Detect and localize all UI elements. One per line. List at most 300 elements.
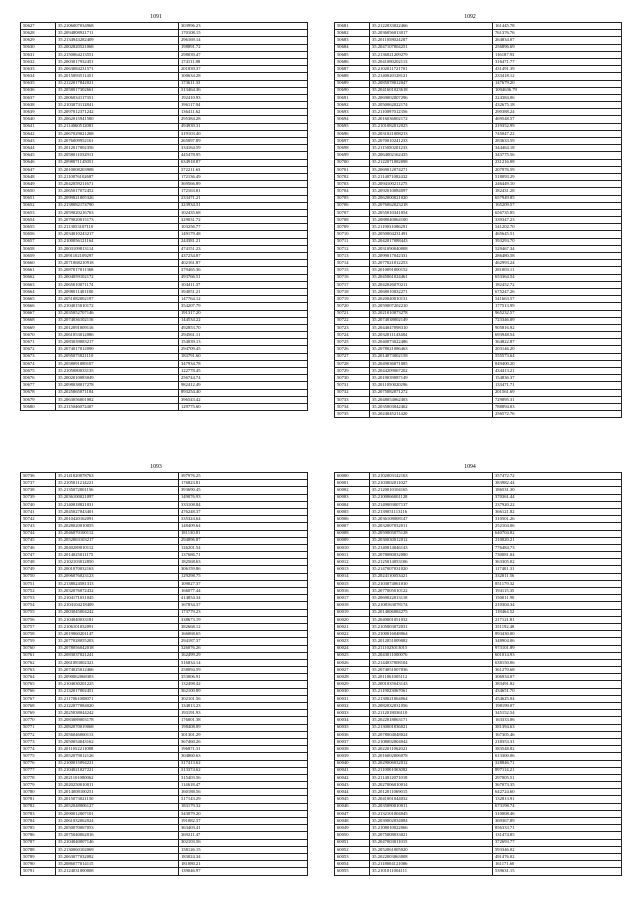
table-row bbox=[335, 188, 622, 195]
coordinate-value: 35.2114012071018 bbox=[370, 774, 493, 781]
row-id: 60006 bbox=[335, 516, 370, 523]
table-row bbox=[21, 746, 308, 753]
row-id: 60030 bbox=[335, 688, 370, 695]
row-id: 50785 bbox=[21, 825, 56, 832]
coordinate-value: 35.2098011401180 bbox=[56, 288, 179, 295]
table-row bbox=[21, 623, 308, 630]
table-row bbox=[335, 346, 622, 353]
row-id: 50675 bbox=[21, 368, 56, 375]
amount-value: 103256.77 bbox=[179, 224, 308, 231]
amount-value: 162499.29 bbox=[179, 652, 308, 659]
coordinate-value: 35.2097012371242 bbox=[56, 109, 179, 116]
row-id: 50690 bbox=[335, 87, 370, 94]
amount-value: 539631.15 bbox=[493, 868, 622, 875]
table-row bbox=[335, 839, 622, 846]
table-row bbox=[335, 703, 622, 710]
amount-value: 154039.13 bbox=[179, 339, 308, 346]
amount-value: 366121.82 bbox=[493, 508, 622, 515]
row-id: 50656 bbox=[21, 231, 56, 238]
row-id: 50749 bbox=[21, 566, 56, 573]
amount-value: 353006.91 bbox=[179, 674, 308, 681]
coordinate-value: 35.2049036071085 bbox=[370, 360, 493, 367]
table-row bbox=[21, 566, 308, 573]
amount-value: 283633.59 bbox=[493, 138, 622, 145]
table-row bbox=[335, 602, 622, 609]
table-row bbox=[335, 530, 622, 537]
row-id: 50724 bbox=[335, 332, 370, 339]
table-row bbox=[21, 51, 308, 58]
row-id: 50681 bbox=[335, 23, 370, 30]
table-row bbox=[335, 253, 622, 260]
row-id: 60009 bbox=[335, 537, 370, 544]
coordinate-value: 35.2091102109297 bbox=[56, 253, 179, 260]
table-row bbox=[335, 616, 622, 623]
row-id: 50652 bbox=[21, 202, 56, 209]
coordinate-value: 35.2010420162091 bbox=[56, 516, 179, 523]
amount-value: 116187.93 bbox=[493, 51, 622, 58]
coordinate-value: 35.2104171031045 bbox=[56, 595, 179, 602]
coordinate-value: 35.2125014053106 bbox=[370, 559, 493, 566]
row-id: 50764 bbox=[21, 674, 56, 681]
coordinate-value: 35.2112018036110 bbox=[370, 710, 493, 717]
coordinate-value: 35.2016002006078 bbox=[370, 753, 493, 760]
table-row bbox=[335, 724, 622, 731]
coordinate-value: 35.2035080010011 bbox=[370, 803, 493, 810]
coordinate-value: 35.2103002011027 bbox=[370, 480, 493, 487]
amount-value: 745047.22 bbox=[493, 130, 622, 137]
table-row bbox=[21, 23, 308, 30]
amount-value: 183179.32 bbox=[179, 803, 308, 810]
table-row bbox=[335, 825, 622, 832]
table-row bbox=[335, 94, 622, 101]
table-row bbox=[335, 580, 622, 587]
amount-value: 265097.89 bbox=[179, 138, 308, 145]
row-id: 50787 bbox=[21, 839, 56, 846]
amount-value: 306934.07 bbox=[493, 674, 622, 681]
coordinate-value: 35.2134943282409 bbox=[56, 37, 179, 44]
coordinate-value: 35.2083039083217 bbox=[56, 339, 179, 346]
row-id: 60027 bbox=[335, 667, 370, 674]
amount-value: 965232.57 bbox=[493, 310, 622, 317]
amount-value: 541663.57 bbox=[493, 296, 622, 303]
row-id: 50660 bbox=[21, 260, 56, 267]
amount-value: 634918.87 bbox=[179, 159, 308, 166]
row-id: 50780 bbox=[21, 789, 56, 796]
row-id: 50680 bbox=[21, 403, 56, 410]
row-id: 60053 bbox=[335, 853, 370, 860]
table-row bbox=[335, 552, 622, 559]
row-id: 60011 bbox=[335, 552, 370, 559]
amount-value: 675247.26 bbox=[493, 288, 622, 295]
coordinate-value: 35.2083089003178 bbox=[56, 717, 179, 724]
row-id: 50687 bbox=[335, 66, 370, 73]
row-id: 50755 bbox=[21, 609, 56, 616]
coordinate-value: 35.2003109813114 bbox=[56, 245, 179, 252]
coordinate-value: 35.2104104218409 bbox=[56, 602, 179, 609]
row-id: 60048 bbox=[335, 818, 370, 825]
row-id: 50778 bbox=[21, 774, 56, 781]
row-id: 50689 bbox=[335, 80, 370, 87]
table-row bbox=[21, 116, 308, 123]
row-id: 50760 bbox=[21, 645, 56, 652]
table-row bbox=[335, 274, 622, 281]
row-id: 50703 bbox=[335, 181, 370, 188]
amount-value: 381394.63 bbox=[493, 724, 622, 731]
amount-value: 402161.87 bbox=[179, 260, 308, 267]
amount-value: 109027.37 bbox=[179, 580, 308, 587]
amount-value: 492853.70 bbox=[179, 324, 308, 331]
row-id: 60012 bbox=[335, 559, 370, 566]
data-table bbox=[20, 22, 308, 411]
table-row bbox=[21, 324, 308, 331]
coordinate-value: 35.2035052707146 bbox=[56, 310, 179, 317]
amount-value: 304860.63 bbox=[179, 753, 308, 760]
table-row bbox=[21, 166, 308, 173]
coordinate-value: 35.2061083002321 bbox=[56, 659, 179, 666]
table-row bbox=[21, 767, 308, 774]
amount-value: 338673.19 bbox=[179, 616, 308, 623]
row-id: 60036 bbox=[335, 731, 370, 738]
table-row bbox=[21, 473, 308, 480]
row-id: 50668 bbox=[21, 317, 56, 324]
row-id: 50678 bbox=[21, 389, 56, 396]
table-row bbox=[335, 681, 622, 688]
row-id: 50776 bbox=[21, 760, 56, 767]
row-id: 50630 bbox=[21, 44, 56, 51]
coordinate-value: 35.2077021012253 bbox=[370, 260, 493, 267]
table-row bbox=[21, 796, 308, 803]
table-row bbox=[335, 566, 622, 573]
amount-value: 201561.69 bbox=[493, 389, 622, 396]
row-id: 60029 bbox=[335, 681, 370, 688]
amount-value: 131474.85 bbox=[493, 832, 622, 839]
row-id: 60055 bbox=[335, 868, 370, 875]
coordinate-value: 35.2040001051032 bbox=[370, 616, 493, 623]
coordinate-value: 35.2062000021020 bbox=[370, 195, 493, 202]
coordinate-value: 35.2119023067061 bbox=[370, 688, 493, 695]
table-row bbox=[21, 760, 308, 767]
data-table bbox=[334, 472, 622, 876]
table-row bbox=[335, 382, 622, 389]
table-row bbox=[335, 238, 622, 245]
table-row bbox=[335, 173, 622, 180]
row-id: 50649 bbox=[21, 181, 56, 188]
amount-value: 118464.52 bbox=[493, 609, 622, 616]
coordinate-value: 35.2087017011368 bbox=[56, 267, 179, 274]
amount-value: 362100.89 bbox=[179, 688, 308, 695]
table-row bbox=[335, 202, 622, 209]
table-row bbox=[335, 138, 622, 145]
coordinate-value: 35.2022018063171 bbox=[370, 717, 493, 724]
row-id: 60033 bbox=[335, 710, 370, 717]
amount-value: 493766.51 bbox=[179, 274, 308, 281]
table-row bbox=[335, 573, 622, 580]
table-row bbox=[335, 116, 622, 123]
coordinate-value: 35.2110001063002 bbox=[370, 767, 493, 774]
amount-value: 191317.20 bbox=[179, 310, 308, 317]
table-row bbox=[21, 659, 308, 666]
coordinate-value: 35.2076009952161 bbox=[56, 138, 179, 145]
coordinate-value: 35.2031021008213 bbox=[370, 130, 493, 137]
table-row bbox=[21, 487, 308, 494]
table-row bbox=[335, 58, 622, 65]
row-id: 50627 bbox=[21, 23, 56, 30]
coordinate-value: 35.2115046072407 bbox=[56, 403, 179, 410]
amount-value: 173779.23 bbox=[179, 609, 308, 616]
table-row bbox=[21, 403, 308, 410]
table-row bbox=[335, 217, 622, 224]
coordinate-value: 35.2100016048064 bbox=[370, 631, 493, 638]
amount-value: 348904.06 bbox=[493, 638, 622, 645]
row-id: 50642 bbox=[21, 130, 56, 137]
amount-value: 301301.29 bbox=[179, 731, 308, 738]
row-id: 50731 bbox=[335, 382, 370, 389]
row-id: 50753 bbox=[21, 595, 56, 602]
coordinate-value: 35.2059005075128 bbox=[370, 530, 493, 537]
row-id: 50676 bbox=[21, 375, 56, 382]
coordinate-value: 35.2082032031056 bbox=[370, 703, 493, 710]
row-id: 50737 bbox=[21, 480, 56, 487]
coordinate-value: 35.2104040033181 bbox=[56, 616, 179, 623]
table-row bbox=[335, 645, 622, 652]
page-number: 1092 bbox=[464, 14, 476, 20]
row-id: 50790 bbox=[21, 861, 56, 868]
amount-value: 339347.23 bbox=[493, 217, 622, 224]
coordinate-value: 35.2040073022486 bbox=[370, 339, 493, 346]
amount-value: 104411.37 bbox=[179, 281, 308, 288]
table-row bbox=[335, 868, 622, 875]
table-row bbox=[335, 339, 622, 346]
table-row bbox=[21, 217, 308, 224]
table-row bbox=[21, 281, 308, 288]
row-id: 50705 bbox=[335, 195, 370, 202]
coordinate-value: 35.2139051113116 bbox=[370, 508, 493, 515]
row-id: 50722 bbox=[335, 317, 370, 324]
coordinate-value: 35.2050062022174 bbox=[370, 102, 493, 109]
amount-value: 177513.99 bbox=[493, 303, 622, 310]
table-row bbox=[21, 152, 308, 159]
amount-value: 1004636.79 bbox=[493, 87, 622, 94]
amount-value: 191082.37 bbox=[179, 818, 308, 825]
row-id: 50682 bbox=[335, 30, 370, 37]
table-row bbox=[21, 188, 308, 195]
amount-value: 258094.59 bbox=[179, 667, 308, 674]
amount-value: 317143.29 bbox=[179, 796, 308, 803]
amount-value: 160188.56 bbox=[179, 789, 308, 796]
table-row bbox=[335, 810, 622, 817]
row-id: 50715 bbox=[335, 267, 370, 274]
coordinate-value: 35.2010008203908 bbox=[56, 166, 179, 173]
amount-value: 640704.82 bbox=[493, 530, 622, 537]
amount-value: 476248.37 bbox=[179, 508, 308, 515]
row-id: 60022 bbox=[335, 631, 370, 638]
row-id: 50691 bbox=[335, 94, 370, 101]
coordinate-value: 35.2024045211420 bbox=[370, 411, 493, 418]
row-id: 60019 bbox=[335, 609, 370, 616]
coordinate-value: 35.2063056001082 bbox=[56, 396, 179, 403]
coordinate-value: 35.2102003142163 bbox=[370, 473, 493, 480]
amount-value: 210020.21 bbox=[493, 537, 622, 544]
table-row bbox=[335, 516, 622, 523]
coordinate-value: 35.2122077084020 bbox=[56, 703, 179, 710]
coordinate-value: 35.2003017932451 bbox=[56, 58, 179, 65]
coordinate-value: 35.2096076023123 bbox=[56, 573, 179, 580]
row-id: 50751 bbox=[21, 580, 56, 587]
table-row bbox=[21, 66, 308, 73]
row-id: 50716 bbox=[335, 274, 370, 281]
amount-value: 334164.59 bbox=[179, 145, 308, 152]
amount-value: 555573.64 bbox=[493, 353, 622, 360]
table-row bbox=[21, 231, 308, 238]
row-id: 60002 bbox=[335, 487, 370, 494]
amount-value: 114618.47 bbox=[179, 782, 308, 789]
table-row bbox=[335, 473, 622, 480]
coordinate-value: 35.2122071082098 bbox=[370, 159, 493, 166]
coordinate-value: 35.2104040007146 bbox=[56, 839, 179, 846]
table-row bbox=[21, 274, 308, 281]
table-row bbox=[335, 523, 622, 530]
row-id: 50666 bbox=[21, 303, 56, 310]
table-row bbox=[335, 123, 622, 130]
coordinate-value: 35.2032076072432 bbox=[56, 588, 179, 595]
coordinate-value: 35.2075008033021 bbox=[370, 832, 493, 839]
row-id: 60013 bbox=[335, 566, 370, 573]
amount-value: 329031.72 bbox=[179, 217, 308, 224]
coordinate-value: 35.2150064213551 bbox=[56, 51, 179, 58]
table-row bbox=[21, 580, 308, 587]
amount-value: 217121.81 bbox=[493, 616, 622, 623]
row-id: 50734 bbox=[335, 403, 370, 410]
table-row bbox=[335, 832, 622, 839]
coordinate-value: 35.2063084231571 bbox=[56, 66, 179, 73]
amount-value: 393690.45 bbox=[179, 487, 308, 494]
row-id: 60001 bbox=[335, 480, 370, 487]
row-id: 50671 bbox=[21, 339, 56, 346]
coordinate-value: 35.2098038017278 bbox=[56, 382, 179, 389]
row-id: 50726 bbox=[335, 346, 370, 353]
row-id: 50653 bbox=[21, 209, 56, 216]
table-row bbox=[21, 58, 308, 65]
amount-value: 393293.70 bbox=[493, 238, 622, 245]
amount-value: 343079.20 bbox=[179, 810, 308, 817]
coordinate-value: 35.2059020216763 bbox=[56, 209, 179, 216]
table-row bbox=[335, 396, 622, 403]
row-id: 50658 bbox=[21, 245, 56, 252]
coordinate-value: 35.2042017088443 bbox=[370, 238, 493, 245]
coordinate-value: 35.2104030201225 bbox=[56, 681, 179, 688]
table-body bbox=[335, 23, 622, 418]
table-row bbox=[21, 109, 308, 116]
coordinate-value: 35.2094100211275 bbox=[370, 181, 493, 188]
coordinate-value: 35.2085078012047 bbox=[370, 80, 493, 87]
amount-value: 494939.31 bbox=[179, 123, 308, 130]
table-row bbox=[21, 494, 308, 501]
amount-value: 518093.29 bbox=[493, 173, 622, 180]
amount-value: 182452.72 bbox=[493, 281, 622, 288]
page-block-4 bbox=[334, 462, 622, 876]
coordinate-value: 35.2074038002149 bbox=[370, 317, 493, 324]
table-row bbox=[21, 310, 308, 317]
amount-value: 193191.93 bbox=[179, 710, 308, 717]
row-id: 50655 bbox=[21, 224, 56, 231]
row-id: 60017 bbox=[335, 595, 370, 602]
row-id: 50772 bbox=[21, 731, 56, 738]
row-id: 60042 bbox=[335, 774, 370, 781]
amount-value: 382668.12 bbox=[179, 623, 308, 630]
coordinate-value: 35.2062015941580 bbox=[56, 116, 179, 123]
amount-value: 161171.60 bbox=[493, 861, 622, 868]
row-id: 60008 bbox=[335, 530, 370, 537]
table-row bbox=[335, 145, 622, 152]
row-id: 50761 bbox=[21, 652, 56, 659]
coordinate-value: 35.2042026070211 bbox=[370, 281, 493, 288]
row-id: 50644 bbox=[21, 145, 56, 152]
amount-value: 303996.23 bbox=[179, 23, 308, 30]
table-row bbox=[21, 360, 308, 367]
amount-value: 361270.68 bbox=[493, 667, 622, 674]
row-id: 50729 bbox=[335, 368, 370, 375]
row-id: 50702 bbox=[335, 173, 370, 180]
row-id: 50767 bbox=[21, 695, 56, 702]
row-id: 50723 bbox=[335, 324, 370, 331]
coordinate-value: 35.2048054062403 bbox=[370, 396, 493, 403]
table-row bbox=[21, 810, 308, 817]
coordinate-value: 35.2012011069015 bbox=[370, 789, 493, 796]
coordinate-value: 35.2036056013017 bbox=[370, 30, 493, 37]
table-row bbox=[21, 267, 308, 274]
coordinate-value: 35.2088040064100 bbox=[370, 217, 493, 224]
table-row bbox=[21, 516, 308, 523]
row-id: 50768 bbox=[21, 703, 56, 710]
amount-value: 218353.31 bbox=[493, 738, 622, 745]
amount-value: 431491.39 bbox=[493, 66, 622, 73]
row-id: 60045 bbox=[335, 796, 370, 803]
coordinate-value: 35.2115050201233 bbox=[370, 145, 493, 152]
coordinate-value: 35.2068010032271 bbox=[370, 288, 493, 295]
coordinate-value: 35.2024110053421 bbox=[370, 573, 493, 580]
table-row bbox=[21, 138, 308, 145]
amount-value: 344464.18 bbox=[493, 145, 622, 152]
amount-value: 333108.84 bbox=[179, 501, 308, 508]
amount-value: 167834.37 bbox=[179, 602, 308, 609]
table-row bbox=[21, 396, 308, 403]
coordinate-value: 35.2120010104165 bbox=[370, 487, 493, 494]
row-id: 60007 bbox=[335, 523, 370, 530]
amount-value: 166077.44 bbox=[179, 588, 308, 595]
coordinate-value: 35.2002820521068 bbox=[56, 44, 179, 51]
coordinate-value: 35.2001070032163 bbox=[56, 566, 179, 573]
row-id: 50791 bbox=[21, 868, 56, 875]
coordinate-value: 35.2140014046143 bbox=[370, 544, 493, 551]
coordinate-value: 35.2050054043162 bbox=[56, 738, 179, 745]
amount-value: 313464.36 bbox=[179, 87, 308, 94]
table-row bbox=[21, 209, 308, 216]
row-id: 50746 bbox=[21, 544, 56, 551]
coordinate-value: 35.2077028055203 bbox=[56, 638, 179, 645]
row-id: 60044 bbox=[335, 789, 370, 796]
amount-value: 198891.72 bbox=[179, 44, 308, 51]
row-id: 50688 bbox=[335, 73, 370, 80]
coordinate-value: 35.2041601023618 bbox=[370, 87, 493, 94]
amount-value: 851179.32 bbox=[493, 580, 622, 587]
table-row bbox=[335, 411, 622, 418]
table-row bbox=[335, 209, 622, 216]
amount-value: 137686.71 bbox=[179, 552, 308, 559]
table-row bbox=[21, 202, 308, 209]
table-row bbox=[335, 738, 622, 745]
table-row bbox=[335, 281, 622, 288]
table-row bbox=[21, 544, 308, 551]
